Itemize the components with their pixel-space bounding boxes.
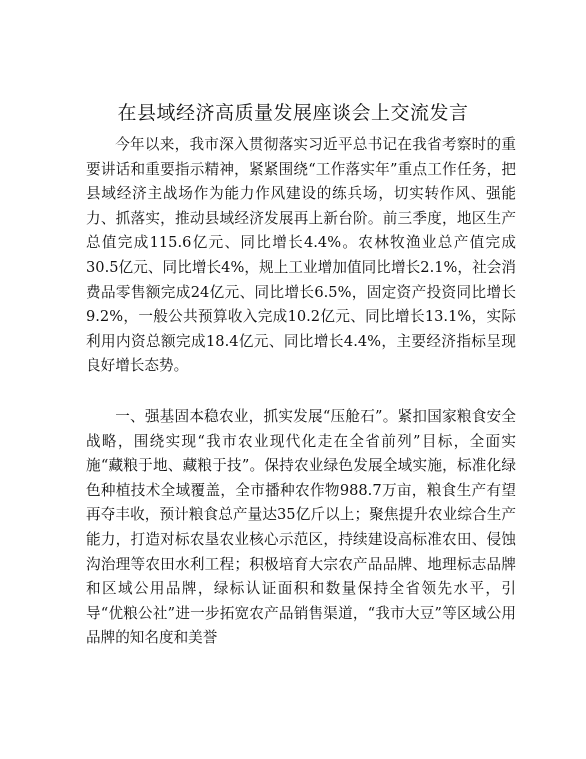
body-paragraph-2: 一、强基固本稳农业，抓实发展“压舱石”。紧扣国家粮食安全战略，围绕实现“我市农业现代化走在全省前列”目标，全面实施“藏粮于地、藏粮于技”。保持农业绿色发展全域实施，标准化绿色种植技术全域覆盖，全市播种农作物988.7万亩，粮食生产有望再夺丰收，预计粮食总产量达35亿斤以上；聚焦提升农业综合生产能力，打造对标农垦农业核心示范区，持续建设高标准农田、侵蚀沟治理等农田水利工程；积极培育大宗农产品品牌、地理标志品牌和区域公用品牌，绿标认证面积和数量保持全省领先水平，引导“优粮公社”进一步拓宽农产品销售渠道，“我市大豆”等区域公用品牌的知名度和美誉 bbox=[86, 408, 516, 647]
document-title: 在县域经济高质量发展座谈会上交流发言 bbox=[117, 102, 469, 124]
body-paragraph-1: 今年以来，我市深入贯彻落实习近平总书记在我省考察时的重要讲话和重要指示精神，紧紧围绕“工作落实年”重点工作任务，把县域经济主战场作为能力作风建设的练兵场，切实转作风、强能力、抓落实，推动县域经济发展再上新台阶。前三季度，地区生产总值完成115.6亿元、同比增长4.4%。农林牧渔业总产值完成30.5亿元、同比增长4%，规上工业增加值同比增长2.1%，社会消费品零售额完成24亿元、同比增长6.5%，固定资产投资同比增长9.2%，一般公共预算收入完成10.2亿元、同比增长13.1%，实际利用内资总额完成18.4亿元、同比增长4.4%，主要经济指标呈现良好增长态势。 bbox=[86, 136, 516, 375]
